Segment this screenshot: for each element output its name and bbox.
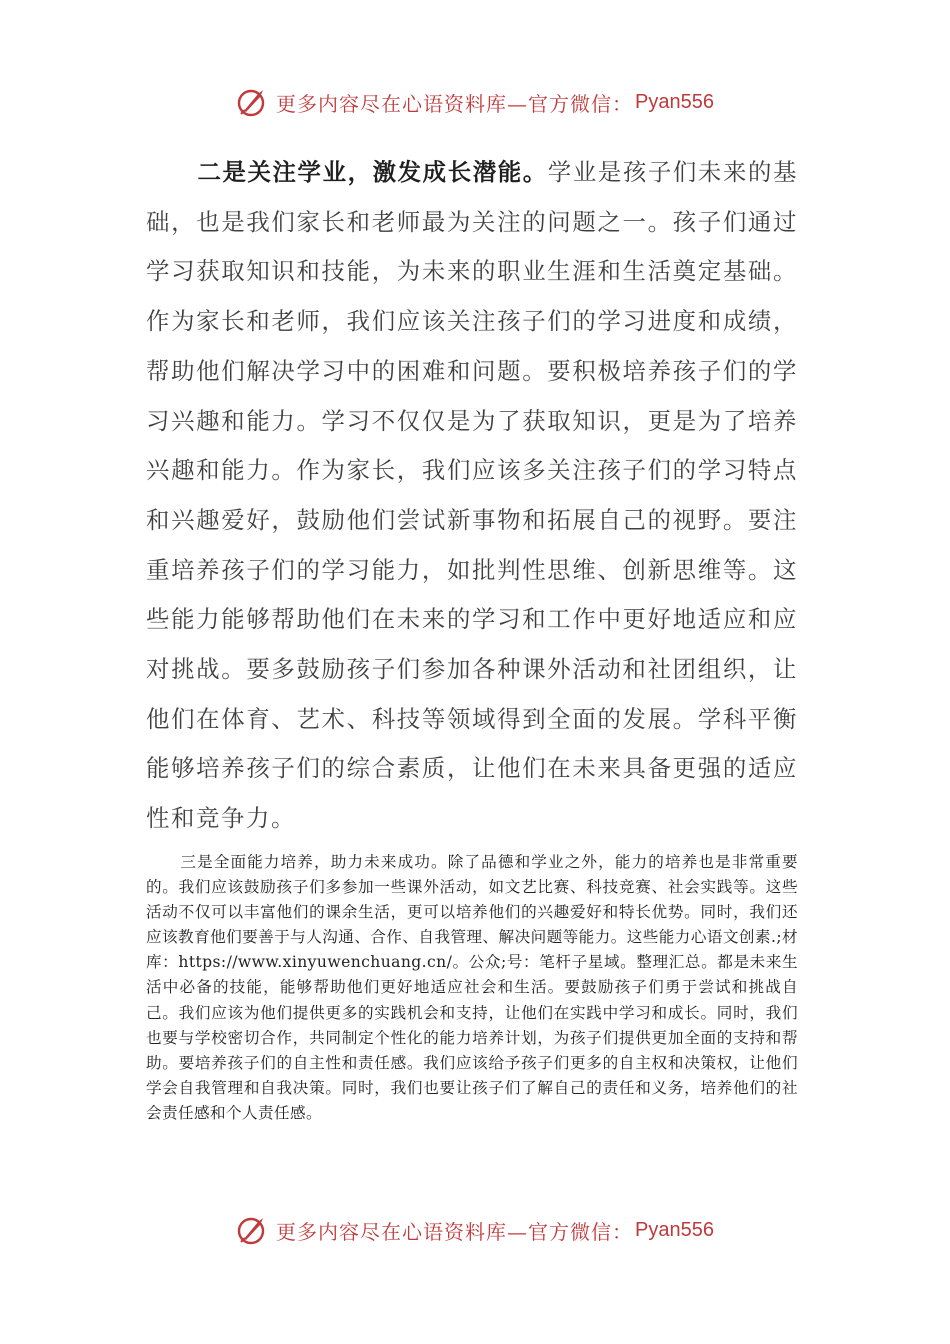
banner-wechat-handle: Pyan556 bbox=[635, 90, 714, 113]
section-two-heading: 二是关注学业，激发成长潜能。 bbox=[197, 158, 548, 186]
section-two-paragraph bbox=[146, 148, 798, 844]
quill-pen-logo-icon bbox=[236, 1213, 270, 1247]
footer-banner bbox=[0, 1210, 950, 1250]
section-three-paragraph: 三是全面能力培养，助力未来成功。除了品德和学业之外，能力的培养也是非常重要的。我们应该鼓励孩子们多参加一些课外活动，如文艺比赛、科技竞赛、社会实践等。这些活动不仅可以丰富他们的课余生活，更可以培养他们的兴趣爱好和特长优势。同时，我们还应该教育他们要善于与人沟通、合作、自我管理、解决问题等能力。这些能力心语文创素.;材库：https://www.xinyuwenchuang.cn/。公众;号：笔杆子星域。整理汇总。都是未来生活中必备的技能，能够帮助他们更好地适应社会和生活。要鼓励孩子们勇于尝试和挑战自己。我们应该为他们提供更多的实践机会和支持，让他们在实践中学习和成长。同时，我们也要与学校密切合作，共同制定个性化的能力培养计划，为孩子们提供更加全面的支持和帮助。要培养孩子们的自主性和责任感。我们应该给予孩子们更多的自主权和决策权，让他们学会自我管理和自我决策。同时，我们也要让孩子们了解自己的责任和义务，培养他们的社会责任感和个人责任感。 bbox=[146, 853, 798, 1122]
banner-wechat-handle: Pyan556 bbox=[635, 1218, 714, 1241]
banner-promo-text: 更多内容尽在心语资料库—官方微信： bbox=[276, 91, 634, 116]
banner-promo-text: 更多内容尽在心语资料库—官方微信： bbox=[276, 1219, 634, 1244]
section-two-body: 学业是孩子们未来的基础，也是我们家长和老师最为关注的问题之一。孩子们通过学习获取知识和技能，为未来的职业生涯和生活奠定基础。作为家长和老师，我们应该关注孩子们的学习进度和成绩，帮助他们解决学习中的困难和问题。要积极培养孩子们的学习兴趣和能力。学习不仅仅是为了获取知识，更是为了培养兴趣和能力。作为家长，我们应该多关注孩子们的学习特点和兴趣爱好，鼓励他们尝试新事物和拓展自己的视野。要注重培养孩子们的学习能力，如批判性思维、创新思维等。这些能力能够帮助他们在未来的学习和工作中更好地适应和应对挑战。要多鼓励孩子们参加各种课外活动和社团组织，让他们在体育、艺术、科技等领域得到全面的发展。学科平衡能够培养孩子们的综合素质，让他们在未来具备更强的适应性和竞争力。 bbox=[146, 158, 798, 833]
header-banner bbox=[0, 82, 950, 122]
quill-pen-logo-icon bbox=[236, 85, 270, 119]
